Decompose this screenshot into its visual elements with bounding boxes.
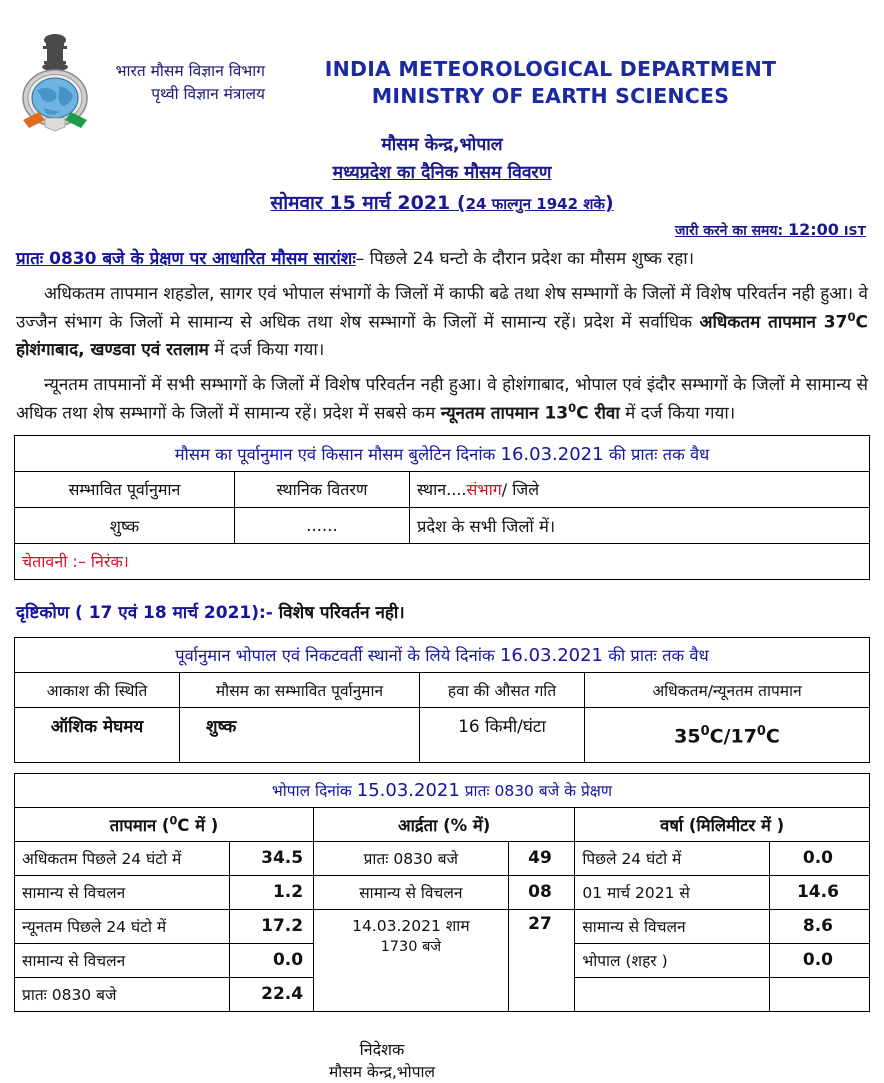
temp-group-pre: तापमान ( (110, 816, 170, 835)
logo-container (0, 26, 110, 136)
signature-block (0, 1038, 884, 1083)
temp-label-1: सामान्य से विचलन (15, 875, 230, 909)
bhopal-temp-max: 35 (674, 725, 700, 747)
forecast-value-area: प्रदेश के सभी जिलों में। (410, 507, 870, 543)
issue-time-value: 12:00 (788, 220, 839, 239)
title-block (0, 132, 884, 215)
degree-symbol: 0 (847, 310, 855, 324)
observations-table (14, 773, 870, 1012)
rain-label-empty (575, 977, 770, 1011)
bhopal-title-pre: पूर्वानुमान भोपाल एवं निकटवर्ती स्थानों के लिये दिनांक (175, 646, 500, 665)
bhopal-temp-unit-1: C (710, 725, 724, 747)
temp-label-2: न्यूनतम पिछले 24 घंटो में (15, 909, 230, 943)
bhopal-title-post: की प्रातः तक वैध (603, 646, 709, 665)
obs-title-post: प्रातः 0830 बजे के प्रेक्षण (460, 782, 612, 800)
max-temp-highlight-pre: अधिकतम तापमान 37 (700, 313, 848, 333)
rain-label-2: सामान्य से विचलन (575, 909, 770, 943)
warning-text: चेतावनी :– निरंक। (15, 543, 870, 579)
bhopal-value-temperature: $35^0C/17^0C$ (585, 707, 870, 762)
temp-value-2: 17.2 (229, 909, 313, 943)
outlook-value: विशेष परिवर्तन नही। (273, 603, 405, 623)
org-name-hindi (110, 26, 265, 107)
forecast-title-date: 16.03.2021 (501, 444, 604, 465)
group-header-humidity: आर्द्रता (% में) (314, 807, 575, 841)
forecast-col2-rest: / जिले (502, 480, 539, 499)
bhopal-header-row (15, 672, 870, 707)
signatory-designation: निदेशक (0, 1038, 764, 1061)
forecast-header-row (15, 471, 870, 507)
humidity-value-0: 49 (508, 841, 575, 875)
summary-lead-label: प्रातः 0830 बजे के प्रेक्षण पर आधारित मौसम सारांशः (16, 249, 356, 269)
warning-row (15, 543, 870, 579)
bhopal-temp-min: 17 (730, 725, 756, 747)
degree-symbol: 0 (701, 724, 710, 739)
forecast-data-row (15, 507, 870, 543)
degree-symbol: 0 (757, 724, 766, 739)
bhopal-table-title (15, 637, 870, 672)
forecast-title-row (15, 435, 870, 471)
bulletin-date-saka: 24 फाल्गुन 1942 शके (466, 195, 605, 213)
bhopal-forecast-wrapper (0, 637, 884, 763)
max-temp-highlight-unit: C होशंगाबाद, खण्डवा एवं रतलाम (16, 313, 868, 361)
rain-label-3: भोपाल (शहर ) (575, 943, 770, 977)
rain-label-0: पिछले 24 घंटो में (575, 841, 770, 875)
rain-label-1: 01 मार्च 2021 से (575, 875, 770, 909)
signatory-office: मौसम केन्द्र,भोपाल (0, 1061, 764, 1083)
bhopal-col-header-weather: मौसम का सम्भावित पूर्वानुमान (180, 672, 420, 707)
obs-title-pre: भोपाल दिनांक (272, 782, 357, 800)
bhopal-value-weather: शुष्क (180, 707, 420, 762)
min-temp-paragraph (16, 372, 868, 429)
forecast-table-wrapper (0, 435, 884, 580)
bulletin-date-close: ) (605, 192, 614, 214)
observations-table-title (15, 773, 870, 807)
temp-group-post: C में ) (177, 816, 218, 835)
forecast-col2-red: संभाग (467, 480, 502, 499)
forecast-col2-pre: स्थान.... (417, 480, 467, 499)
degree-symbol: 0 (568, 401, 576, 415)
humidity-value-2: 27 (508, 909, 575, 1011)
humidity-label-2 (314, 909, 509, 1011)
group-header-temperature (15, 807, 314, 841)
rain-value-1: 14.6 (769, 875, 869, 909)
humidity-value-1: 08 (508, 875, 575, 909)
group-header-rainfall: वर्षा (मिलिमीटर में ) (575, 807, 870, 841)
temp-value-1: 1.2 (229, 875, 313, 909)
forecast-col-header-2 (410, 471, 870, 507)
temp-value-3: 0.0 (229, 943, 313, 977)
observations-group-row (15, 807, 870, 841)
imd-emblem-icon (13, 28, 97, 136)
table-row (15, 909, 870, 943)
max-temp-paragraph (16, 281, 868, 365)
humidity-label-0: प्रातः 0830 बजे (314, 841, 509, 875)
observations-title-row (15, 773, 870, 807)
outlook-line (0, 600, 884, 623)
org-name-english (265, 26, 884, 110)
obs-title-date: 15.03.2021 (357, 780, 460, 801)
page-title: मध्यप्रदेश का दैनिक मौसम विवरण (0, 160, 884, 184)
bhopal-value-wind: 16 किमी/घंटा (420, 707, 585, 762)
temp-value-0: 34.5 (229, 841, 313, 875)
table-row (15, 841, 870, 875)
forecast-table-title (15, 435, 870, 471)
weather-centre-name: मौसम केन्द्र,भोपाल (0, 132, 884, 156)
weather-summary (0, 246, 884, 429)
forecast-col-header-0: सम्भावित पूर्वानुमान (15, 471, 235, 507)
issue-time-line (0, 220, 884, 240)
min-temp-highlight-pre: न्यूनतम तापमान 13 (441, 404, 568, 424)
rain-value-0: 0.0 (769, 841, 869, 875)
org-english-line2: MINISTRY OF EARTH SCIENCES (265, 83, 836, 110)
bhopal-value-sky: ऑशिक मेघमय (15, 707, 180, 762)
forecast-value-prediction: शुष्क (15, 507, 235, 543)
bhopal-title-row (15, 637, 870, 672)
max-temp-text-b: में दर्ज किया गया। (209, 340, 324, 360)
bulletin-date (0, 189, 884, 215)
summary-lead-text: – पिछले 24 घन्टो के दौरान प्रदेश का मौसम शुष्क रहा। (356, 249, 694, 269)
outlook-label: दृष्टिकोण ( 17 एवं 18 मार्च 2021):- (16, 603, 273, 623)
bhopal-title-date: 16.03.2021 (500, 645, 603, 666)
degree-symbol: 0 (169, 814, 177, 827)
bhopal-col-header-temp: अधिकतम/न्यूनतम तापमान (585, 672, 870, 707)
forecast-title-post: की प्रातः तक वैध (604, 445, 710, 464)
forecast-value-distribution: ...... (235, 507, 410, 543)
humidity-label-2-line2: 1730 बजे (321, 936, 501, 956)
bulletin-date-gregorian: सोमवार 15 मार्च 2021 ( (270, 192, 465, 214)
bhopal-forecast-table (14, 637, 870, 763)
temp-value-4: 22.4 (229, 977, 313, 1011)
temp-label-3: सामान्य से विचलन (15, 943, 230, 977)
observations-wrapper (0, 773, 884, 1012)
min-temp-text-a: न्यूनतम तापमानों में सभी सम्भागों के जिलों में विशेष परिवर्तन नही हुआ। वे होशंगाबाद, भोपाल एवं इंदौर सम्भागों के जिलों मे सामान्य से अधिक तथा शेष सम्भागों के जिलों में सामान्य रहें। प्रदेश में सबसे कम (16, 375, 868, 424)
document-header (0, 0, 884, 136)
issue-time-zone: IST (844, 223, 866, 238)
forecast-col-header-1: स्थानिक वितरण (235, 471, 410, 507)
org-english-line1: INDIA METEOROLOGICAL DEPARTMENT (265, 56, 836, 83)
issue-time-label: जारी करने का समय: (675, 223, 783, 239)
max-temp-text-a: अधिकतम तापमान शहडोल, सागर एवं भोपाल संभागों के जिलों में काफी बढे तथा शेष सम्भागों के जिलों में विशेष परिवर्तन नही हुआ। वे उज्जैन संभाग के जिलों मे सामान्य से अधिक तथा शेष सम्भागों के जिलों में सामान्य रहें। प्रदेश में सर्वाधिक (16, 284, 868, 333)
summary-lead-paragraph (16, 246, 868, 274)
rain-value-2: 8.6 (769, 909, 869, 943)
humidity-label-1: सामान्य से विचलन (314, 875, 509, 909)
humidity-label-2-line1: 14.03.2021 शाम (321, 914, 501, 936)
min-temp-highlight-unit: C रीवा (576, 404, 620, 424)
rain-value-3: 0.0 (769, 943, 869, 977)
temp-label-4: प्रातः 0830 बजे (15, 977, 230, 1011)
temp-label-0: अधिकतम पिछले 24 घंटो में (15, 841, 230, 875)
state-forecast-table (14, 435, 870, 580)
bhopal-col-header-sky: आकाश की स्थिति (15, 672, 180, 707)
bhopal-data-row (15, 707, 870, 762)
bhopal-temp-unit-2: C (766, 725, 780, 747)
min-temp-text-b: में दर्ज किया गया। (620, 404, 735, 424)
forecast-title-pre: मौसम का पूर्वानुमान एवं किसान मौसम बुलेटिन दिनांक (175, 445, 501, 464)
table-row (15, 875, 870, 909)
org-hindi-line1: भारत मौसम विज्ञान विभाग (110, 60, 265, 83)
rain-value-empty (769, 977, 869, 1011)
org-hindi-line2: पृथ्वी विज्ञान मंत्रालय (110, 83, 265, 106)
bhopal-col-header-wind: हवा की औसत गति (420, 672, 585, 707)
